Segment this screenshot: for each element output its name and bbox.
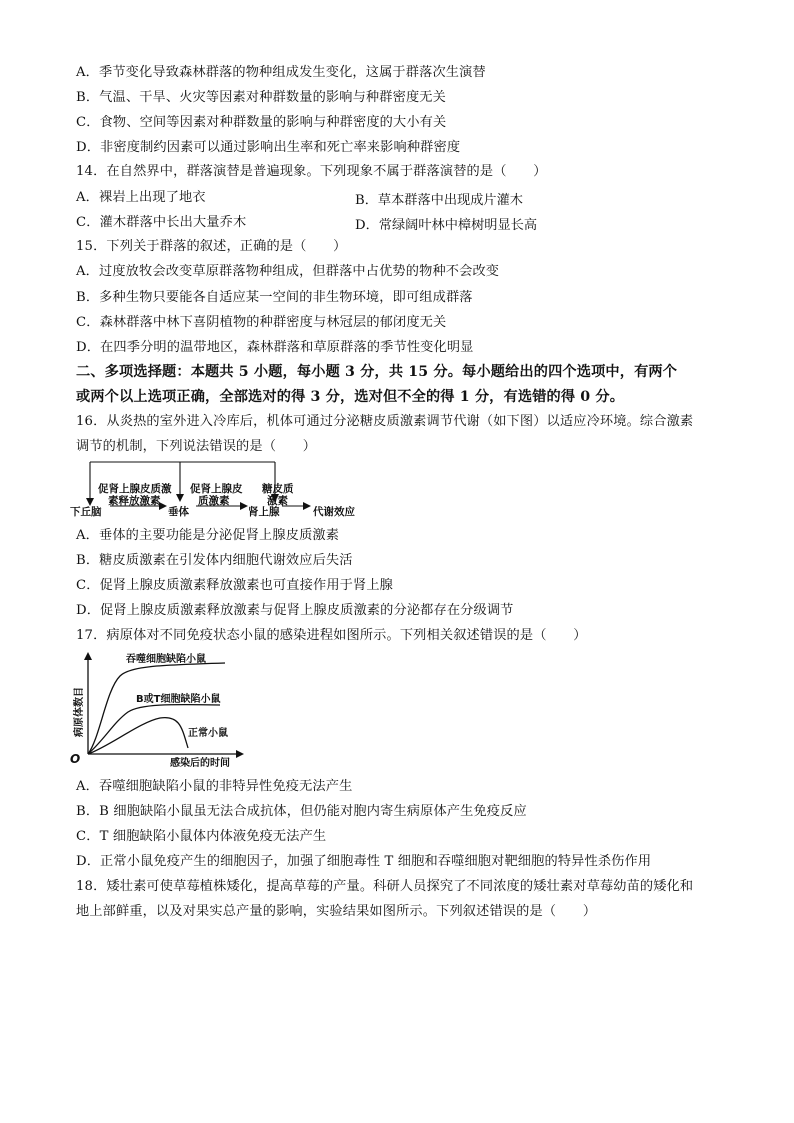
section-heading-line1: 二、多项选择题：本题共 5 小题，每小题 3 分，共 15 分。每小题给出的四个选项中，有两个 <box>76 364 678 380</box>
infection-curve-chart <box>70 650 250 768</box>
arrow-up-icon <box>84 652 92 660</box>
q13-option-d: D．非密度制约因素可以通过影响出生率和死亡率来影响种群密度 <box>76 140 461 155</box>
diagram-gc-line2: 激素 <box>267 495 288 507</box>
q13-option-c: C．食物、空间等因素对种群数量的影响与种群密度的大小有关 <box>76 115 447 130</box>
q15-option-c: C．森林群落中林下喜阴植物的种群密度与林冠层的郁闭度无关 <box>76 315 447 330</box>
diagram-pituitary: 垂体 <box>168 506 189 518</box>
q14-stem: 14．在自然界中，群落演替是普遍现象。下列现象不属于群落演替的是（ ） <box>76 164 547 179</box>
q17-option-a: A．吞噬细胞缺陷小鼠的非特异性免疫无法产生 <box>76 779 353 794</box>
diagram-acth-line1: 促肾上腺皮 <box>190 483 243 495</box>
q17-option-d: D．正常小鼠免疫产生的细胞因子，加强了细胞毒性 T 细胞和吞噬细胞对靶细胞的特异性杀伤作用 <box>76 854 652 869</box>
q15-stem: 15．下列关于群落的叙述，正确的是（ ） <box>76 239 347 254</box>
q17-stem: 17．病原体对不同免疫状态小鼠的感染进程如图所示。下列相关叙述错误的是（ ） <box>76 628 587 643</box>
chart-y-label: 病原体数目 <box>74 687 85 737</box>
q16-stem-line2: 调节的机制，下列说法错误的是（ ） <box>76 439 317 454</box>
q17-option-b: B．B 细胞缺陷小鼠虽无法合成抗体，但仍能对胞内寄生病原体产生免疫反应 <box>76 804 527 819</box>
section-heading-line2: 或两个以上选项正确，全部选对的得 3 分，选对但不全的得 1 分，有选错的得 0 分。 <box>76 389 625 405</box>
arrow-head-icon <box>86 498 94 506</box>
diagram-metabolic-effect: 代谢效应 <box>313 506 355 518</box>
q16-option-c: C．促肾上腺皮质激素释放激素也可直接作用于肾上腺 <box>76 578 394 593</box>
q14-option-d: D．常绿阔叶林中樟树明显长高 <box>355 218 538 233</box>
curve-label-phagocyte: 吞噬细胞缺陷小鼠 <box>126 654 206 665</box>
q13-option-b: B．气温、干旱、火灾等因素对种群数量的影响与种群密度无关 <box>76 90 446 105</box>
curve-normal <box>88 718 188 754</box>
q14-option-b: B．草本群落中出现成片灌木 <box>355 193 523 208</box>
q16-option-a: A．垂体的主要功能是分泌促肾上腺皮质激素 <box>76 528 340 543</box>
curve-phagocyte-deficient <box>88 663 225 754</box>
hormone-regulation-diagram <box>70 458 370 520</box>
q18-stem-line1: 18．矮壮素可使草莓植株矮化，提高草莓的产量。科研人员探究了不同浓度的矮壮素对草莓幼苗的矮化和 <box>76 879 694 894</box>
diagram-acth-line2: 质激素 <box>198 495 230 507</box>
diagram-crh-line1: 促肾上腺皮质激 <box>98 483 172 495</box>
q18-stem-line2: 地上部鲜重，以及对果实总产量的影响，实验结果如图所示。下列叙述错误的是（ ） <box>76 904 597 919</box>
q16-stem-line1: 16．从炎热的室外进入冷库后，机体可通过分泌糖皮质激素调节代谢（如下图）以适应冷环境。综合激素 <box>76 414 694 429</box>
chart-origin: O <box>70 752 81 766</box>
q16-option-b: B．糖皮质激素在引发体内细胞代谢效应后失活 <box>76 553 353 568</box>
q15-option-a: A．过度放牧会改变草原群落物种组成，但群落中占优势的物种不会改变 <box>76 264 500 279</box>
q15-option-d: D．在四季分明的温带地区，森林群落和草原群落的季节性变化明显 <box>76 340 474 355</box>
diagram-gc-line1: 糖皮质 <box>262 483 294 495</box>
curve-label-normal: 正常小鼠 <box>188 728 228 739</box>
arrow-right-icon <box>236 750 244 758</box>
arrow-head-icon <box>176 494 184 502</box>
q14-option-c: C．灌木群落中长出大量乔木 <box>76 215 247 230</box>
q17-option-c: C．T 细胞缺陷小鼠体内体液免疫无法产生 <box>76 829 327 844</box>
diagram-adrenal: 肾上腺 <box>248 506 280 518</box>
curve-label-bt: B或T细胞缺陷小鼠 <box>136 694 221 705</box>
q15-option-b: B．多种生物只要能各自适应某一空间的非生物环境，即可组成群落 <box>76 290 473 305</box>
arrow-right-icon <box>303 502 311 510</box>
q13-option-a: A．季节变化导致森林群落的物种组成发生变化，这属于群落次生演替 <box>76 65 486 80</box>
chart-x-label: 感染后的时间 <box>170 758 230 768</box>
q14-option-a: A．裸岩上出现了地衣 <box>76 190 206 205</box>
arrow-right-icon <box>240 502 248 510</box>
q16-option-d: D．促肾上腺皮质激素释放激素与促肾上腺皮质激素的分泌都存在分级调节 <box>76 603 514 618</box>
diagram-crh-line2: 素释放激素 <box>108 495 161 507</box>
diagram-hypothalamus: 下丘脑 <box>70 506 102 518</box>
